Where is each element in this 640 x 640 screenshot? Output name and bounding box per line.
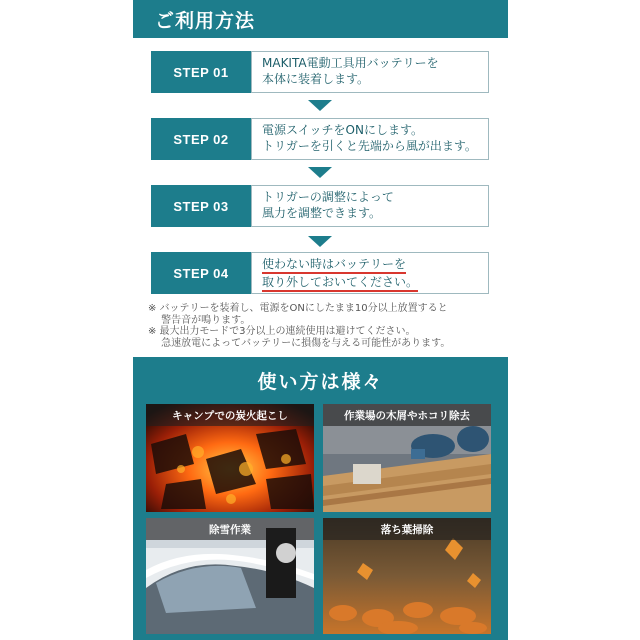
step-textbox: [251, 185, 489, 227]
step-04: [151, 252, 489, 294]
tile-caption: 作業場の木屑やホコリ除去: [323, 404, 491, 426]
step-label: STEP 02: [151, 118, 251, 160]
tile-caption: キャンプでの炭火起こし: [146, 404, 314, 426]
caution-notes: [148, 303, 498, 349]
usage-tile-charcoal: [146, 404, 314, 512]
section-title: ご利用方法: [155, 10, 256, 32]
step-text-line: トリガーを引くと先端から風が出ます。: [262, 139, 477, 153]
step-text: [262, 189, 394, 221]
step-label: STEP 04: [151, 252, 251, 294]
note-line: ※ バッテリーを装着し、電源をONにしたまま10分以上放置すると: [148, 303, 448, 314]
step-text-line: トリガーの調整によって: [262, 190, 394, 204]
step-label: STEP 03: [151, 185, 251, 227]
step-textbox: [251, 252, 489, 294]
usage-section: [133, 357, 508, 640]
step-text-line: 風力を調整できます。: [262, 206, 382, 220]
down-arrow-icon: [308, 100, 332, 111]
step-text-line: 本体に装着します。: [262, 72, 370, 86]
usage-tile-woodwork: [323, 404, 491, 512]
step-label: STEP 01: [151, 51, 251, 93]
tile-caption: 落ち葉掃除: [323, 518, 491, 540]
step-text-line: 使わない時はバッテリーを: [262, 257, 406, 274]
step-03: [151, 185, 489, 227]
header-band: [133, 0, 508, 38]
usage-title: 使い方は様々: [257, 371, 384, 393]
step-text-line: 電源スイッチをONにします。: [262, 123, 423, 137]
step-text: [262, 256, 418, 290]
tile-caption: 除雪作業: [146, 518, 314, 540]
note-line: ※ 最大出力モードで3分以上の連続使用は避けてください。: [148, 326, 416, 337]
step-01: [151, 51, 489, 93]
step-text: [262, 55, 439, 87]
step-textbox: [251, 118, 489, 160]
step-text-line: MAKITA電動工具用バッテリーを: [262, 56, 439, 70]
usage-tile-leaves: [323, 518, 491, 634]
note-line: 警告音が鳴ります。: [148, 314, 251, 326]
step-textbox: [251, 51, 489, 93]
note-line: 急速放電によってバッテリーに損傷を与える可能性があります。: [148, 337, 451, 349]
usage-tile-snow: [146, 518, 314, 634]
step-02: [151, 118, 489, 160]
step-text-line: 取り外しておいてください。: [262, 275, 418, 292]
step-text: [262, 122, 477, 154]
down-arrow-icon: [308, 167, 332, 178]
down-arrow-icon: [308, 236, 332, 247]
